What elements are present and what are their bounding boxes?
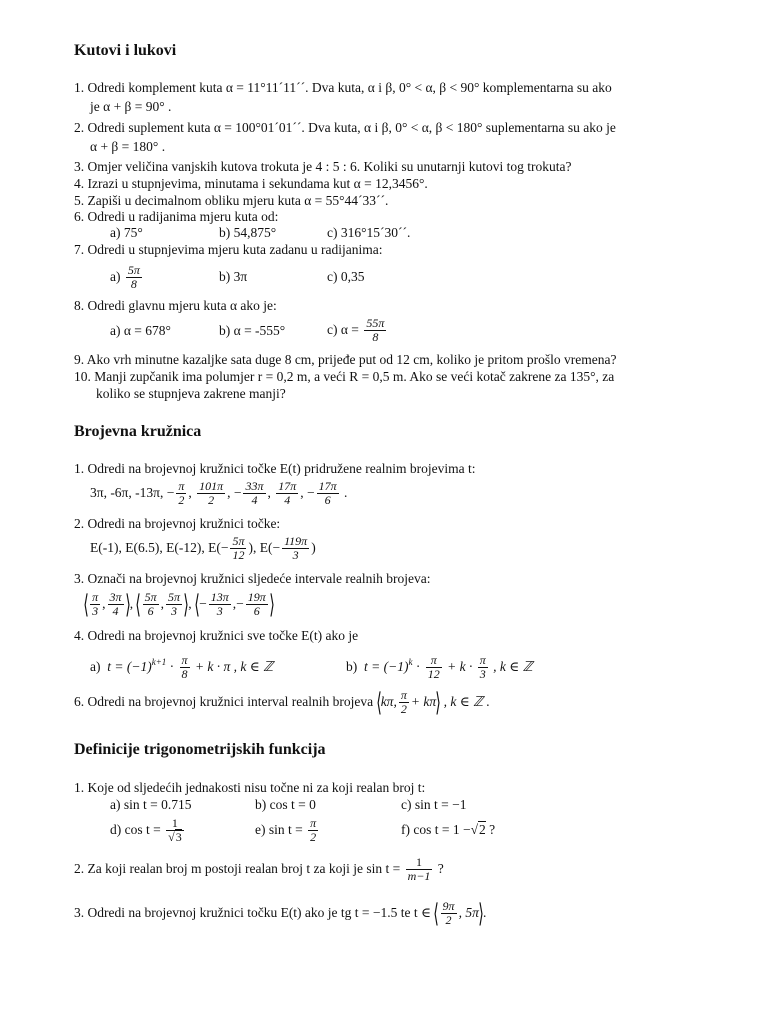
task-c1-a: a) sin t = 0.715 [110,797,192,812]
task-8: 8. Odredi glavnu mjeru kuta α ako je: [74,298,277,313]
task-c1-f: f) cos t = 1 −√2 ? [401,822,496,837]
task-8-a: a) α = 678° [110,323,171,338]
task-10-line-2: koliko se stupnjeva zakrene manji? [96,386,286,401]
task-c1: 1. Koje od sljedećih jednakosti nisu točne ni za koji realan broj t: [74,780,426,795]
task-4: 4. Izrazi u stupnjevima, minutama i sekundama kut α = 12,3456°. [74,176,428,191]
task-6-c: c) 316°15´30´´. [327,225,411,240]
task-b3: 3. Označi na brojevnoj kružnici sljedeće intervale realnih brojeva: [74,571,431,586]
task-5: 5. Zapiši u decimalnom obliku mjeru kuta α = 55°44´33´´. [74,193,389,208]
task-7-c: c) 0,35 [327,269,365,284]
task-b1-values: 3π, -6π, -13π, − $\frac{\pi}{2}$ , $\frac{101\pi}{2}$ , − $\frac{33\pi}{4}$ , $\frac{17\pi}{4}$ , − $\frac{17\pi}{6}$ . [90,479,348,508]
task-c3: 3. Odredi na brojevnoj kružnici točku E(t) ako je tg t = −1.5 te t ∈ ⟨ $\frac{9\pi}{2}$ , 5π⟩. [74,898,487,928]
task-b4-a: a) $t = (-1)^{k+1}$ · $\frac{\pi}{8}$ + k · π , k ∈ ℤ [90,653,274,682]
task-b2-values: E(-1), E(6.5), E(-12), E(− $\frac{5\pi}{12}$ ), E(− $\frac{119\pi}{3}$ ) [90,534,316,563]
task-b4-b: b) $t = (-1)^k$ · $\frac{\pi}{12}$ + k · $\frac{\pi}{3}$ , k ∈ ℤ [346,653,533,682]
task-6-b: b) 54,875° [219,225,277,240]
task-c1-d: d) cos t = $\frac{1}{√3}$ [110,816,182,845]
task-b1: 1. Odredi na brojevnoj kružnici točke E(t) pridružene realnim brojevima t: [74,461,476,476]
task-6: 6. Odredi u radijanima mjeru kuta od: [74,209,279,224]
task-7-a: a) $\frac{5\pi}{8}$ [110,263,140,292]
task-b6: 6. Odredi na brojevnoj kružnici interval realnih brojeva ⟨kπ, $\frac{\pi}{2}$ + kπ⟩ , k ∈ ℤ . [74,687,490,717]
task-c1-e: e) sin t = $\frac{\pi}{2}$ [255,816,317,845]
section-title-brojevna: Brojevna kružnica [74,423,202,440]
task-c1-b: b) cos t = 0 [255,797,316,812]
task-8-c: c) α = $\frac{55\pi}{8}$ [327,316,385,345]
task-2-line-1: 2. Odredi suplement kuta α = 100°01´01´´. Dva kuta, α i β, 0° < α, β < 180° suplementarna su ako je [74,120,616,135]
task-6-a: a) 75° [110,225,143,240]
task-3: 3. Omjer veličina vanjskih kutova trokuta je 4 : 5 : 6. Koliki su unutarnji kutovi tog trokuta? [74,159,572,174]
task-c2: 2. Za koji realan broj m postoji realan broj t za koji je sin t = $\frac{1}{m-1}$ ? [74,855,444,884]
task-c1-c: c) sin t = −1 [401,797,467,812]
task-1-line-1: 1. Odredi komplement kuta α = 11°11´11´´. Dva kuta, α i β, 0° < α, β < 90° komplementarna su ako [74,80,612,95]
task-b3-intervals: ⟨ $\frac{\pi}{3}$ , $\frac{3\pi}{4}$ ⟩, ⟨ $\frac{5\pi}{6}$ , $\frac{5\pi}{3}$ ⟩, ⟨− $\frac{13\pi}{3}$ ,− $\frac{19\pi}{6}$ ⟩ [83,589,275,619]
section-title-definicije: Definicije trigonometrijskih funkcija [74,741,326,758]
task-9: 9. Ako vrh minutne kazaljke sata duge 8 cm, prijeđe put od 12 cm, koliko je pritom prošlo vremena? [74,352,617,367]
task-b4: 4. Odredi na brojevnoj kružnici sve točke E(t) ako je [74,628,359,643]
fraction: $\frac{5\pi}{8}$ [127,263,140,292]
task-7-b: b) 3π [219,269,248,284]
fraction: $\frac{55\pi}{8}$ [366,316,385,345]
task-10-line-1: 10. Manji zupčanik ima polumjer r = 0,2 m, a veći R = 0,5 m. Ako se veći kotač zakrene za 135°, za [74,369,615,384]
task-2-line-2: α + β = 180° . [90,139,166,154]
task-7: 7. Odredi u stupnjevima mjeru kuta zadanu u radijanima: [74,242,383,257]
task-1-line-2: je α + β = 90° . [90,99,172,114]
section-title-kutovi: Kutovi i lukovi [74,42,177,59]
task-8-b: b) α = -555° [219,323,286,338]
task-b2: 2. Odredi na brojevnoj kružnici točke: [74,516,281,531]
